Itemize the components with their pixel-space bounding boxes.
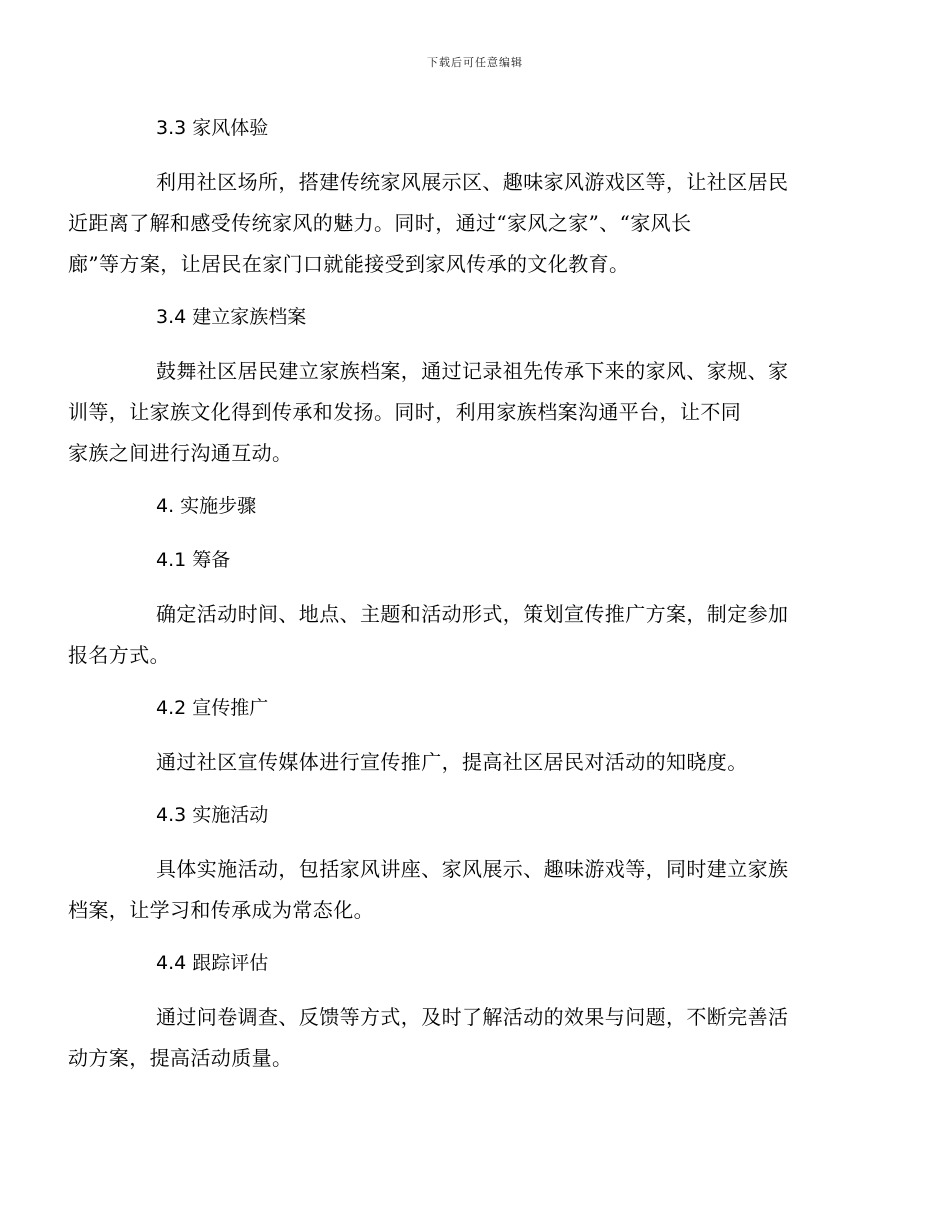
paragraph (68, 594, 832, 676)
paragraph-line: 训等，让家族文化得到传承和发扬。同时，利用家族档案沟通平台，让不同 (68, 400, 742, 424)
paragraph-line: 确定活动时间、地点、主题和活动形式，策划宣传推广方案，制定参加 (156, 602, 789, 626)
paragraph (68, 162, 832, 285)
paragraph-line: 通过社区宣传媒体进行宣传推广，提高社区居民对活动的知晓度。 (156, 750, 748, 774)
document-body (68, 108, 832, 1079)
section-heading: 4.1 筹备 (156, 549, 231, 571)
paragraph-line: 近距离了解和感受传统家风的魅力。同时，通过“家风之家”、“家风长 (68, 211, 692, 235)
section-heading: 3.4 建立家族档案 (156, 306, 307, 328)
paragraph-line: 鼓舞社区居民建立家族档案，通过记录祖先传承下来的家风、家规、家 (156, 359, 789, 383)
section-heading: 4.3 实施活动 (156, 804, 269, 826)
paragraph-line: 报名方式。 (68, 643, 170, 667)
paragraph (68, 849, 832, 931)
page-header: 下载后可任意编辑 (427, 56, 523, 69)
paragraph-line: 通过问卷调查、反馈等方式，及时了解活动的效果与问题，不断完善活 (156, 1005, 789, 1029)
section-heading: 4.4 跟踪评估 (156, 952, 269, 974)
paragraph (112, 742, 832, 783)
paragraph-line: 利用社区场所，搭建传统家风展示区、趣味家风游戏区等，让社区居民 (156, 170, 789, 194)
section-heading: 4.2 宣传推广 (156, 697, 269, 719)
paragraph-line: 具体实施活动，包括家风讲座、家风展示、趣味游戏等，同时建立家族 (156, 857, 789, 881)
paragraph-line: 家族之间进行沟通互动。 (68, 441, 293, 465)
paragraph (68, 997, 832, 1079)
section-heading: 4. 实施步骤 (156, 495, 257, 517)
paragraph-line: 廊”等方案，让居民在家门口就能接受到家风传承的文化教育。 (68, 252, 630, 276)
paragraph-line: 档案，让学习和传承成为常态化。 (68, 898, 374, 922)
section-heading: 3.3 家风体验 (156, 117, 269, 139)
paragraph (68, 351, 832, 474)
paragraph-line: 动方案，提高活动质量。 (68, 1046, 293, 1070)
